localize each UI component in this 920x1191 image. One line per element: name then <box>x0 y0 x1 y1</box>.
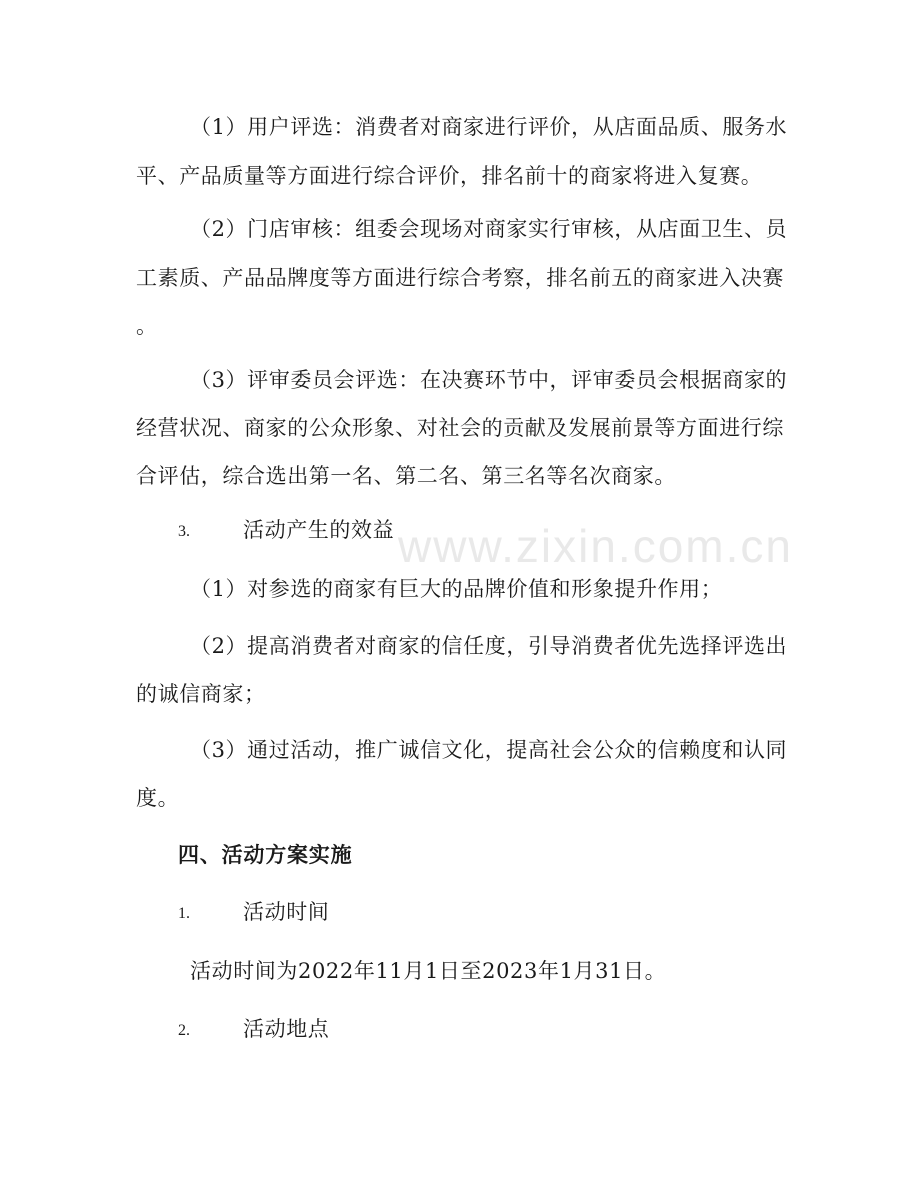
paragraph-line: 活动时间为2022年11月1日至2023年1月31日。 <box>190 959 667 983</box>
paragraph-line: 的诚信商家； <box>136 682 266 706</box>
section-number: 1. <box>178 905 190 922</box>
paragraph-line: 度。 <box>136 786 180 810</box>
section-title: 活动时间 <box>243 900 330 924</box>
paragraph-line: 平、产品质量等方面进行综合评价，排名前十的商家将进入复赛。 <box>136 164 763 188</box>
watermark: www.zixin.com.cn <box>398 520 793 572</box>
section-title: 活动产生的效益 <box>243 518 395 542</box>
paragraph-line: （1）对参选的商家有巨大的品牌价值和形象提升作用； <box>190 577 723 601</box>
paragraph-line: （3）通过活动，推广诚信文化，提高社会公众的信赖度和认同 <box>190 738 788 762</box>
paragraph-line: 合评估，综合选出第一名、第二名、第三名等名次商家。 <box>136 464 676 488</box>
section-number: 3. <box>178 523 190 540</box>
paragraph-line: 经营状况、商家的公众形象、对社会的贡献及发展前景等方面进行综 <box>136 416 784 440</box>
paragraph-line: （2）门店审核：组委会现场对商家实行审核，从店面卫生、员 <box>190 217 788 241</box>
section-number: 2. <box>178 1022 190 1039</box>
section-heading: 四、活动方案实施 <box>178 842 353 867</box>
section-title: 活动地点 <box>243 1017 330 1041</box>
paragraph-line: （1）用户评选：消费者对商家进行评价，从店面品质、服务水 <box>190 115 788 139</box>
paragraph-line: （2）提高消费者对商家的信任度，引导消费者优先选择评选出 <box>190 634 788 658</box>
paragraph-line: （3）评审委员会评选：在决赛环节中，评审委员会根据商家的 <box>190 368 788 392</box>
paragraph-line: 工素质、产品品牌度等方面进行综合考察，排名前五的商家进入决赛 <box>136 266 784 290</box>
paragraph-line: 。 <box>136 314 158 338</box>
